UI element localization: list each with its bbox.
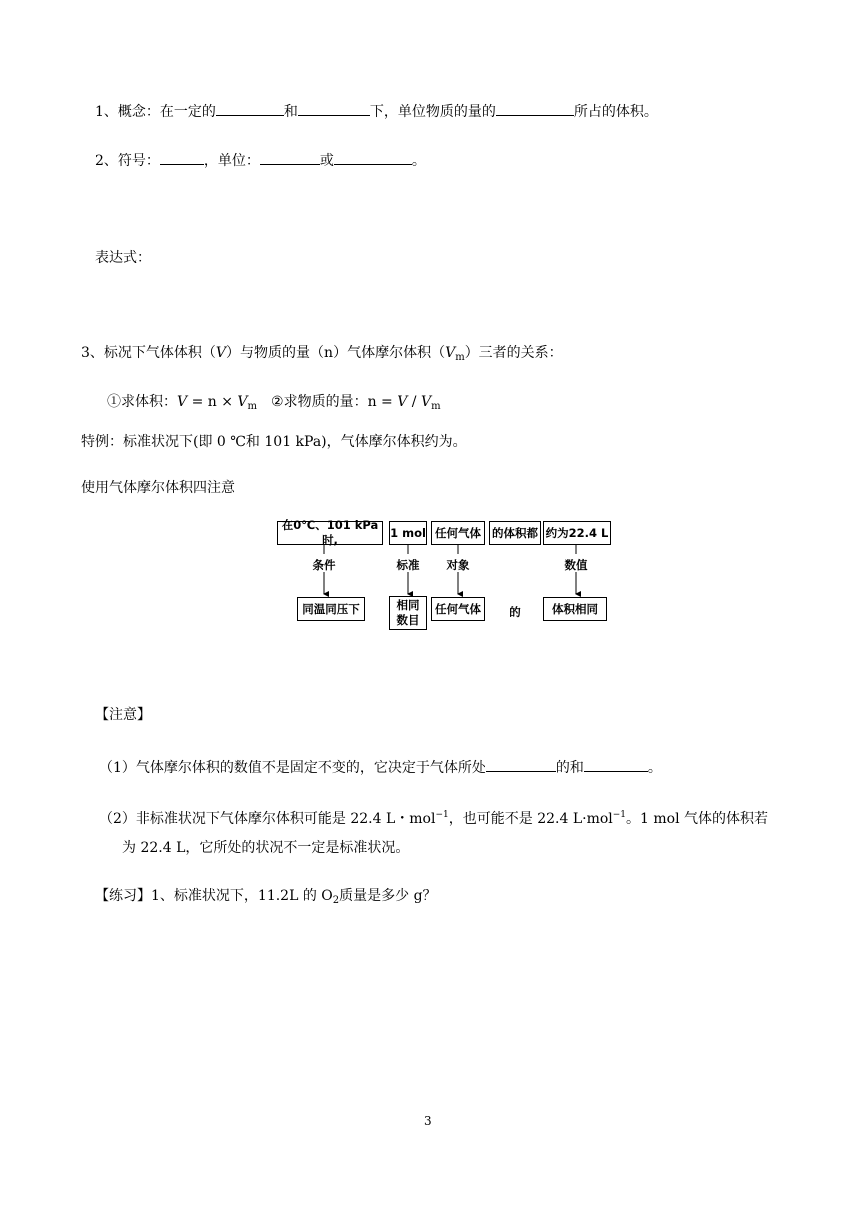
note2-text: 。1 mol 气体的体积若 xyxy=(626,811,769,827)
same-tp-box: 同温同压下 xyxy=(297,597,365,621)
symbol-prefix: 2、符号： xyxy=(95,153,160,169)
label-object: 对象 xyxy=(446,558,470,572)
note1-text: 。 xyxy=(647,760,662,776)
blank[interactable] xyxy=(496,101,574,116)
any-gas-box: 任何气体 xyxy=(431,597,485,621)
concept-prefix: 1、概念：在一定的 xyxy=(95,104,216,120)
formula-text: / xyxy=(407,394,421,410)
formula-text: ①求体积： xyxy=(107,394,177,410)
molar-volume-diagram xyxy=(275,518,615,630)
formula-sub: m xyxy=(431,401,441,412)
symbol-or: 或 xyxy=(319,153,334,169)
formula-text: = n × xyxy=(187,394,238,410)
exercise-1 xyxy=(95,886,437,911)
rel-text: ）与物质的量（n）气体摩尔体积（ xyxy=(226,345,446,361)
exercise-text: 【练习】1、标准状况下，11.2L 的 O xyxy=(95,888,333,904)
blank[interactable] xyxy=(298,101,370,116)
label-value: 数值 xyxy=(564,558,588,572)
concept-and: 和 xyxy=(283,104,298,120)
label-standard: 标准 xyxy=(396,558,420,572)
formula-line xyxy=(107,392,441,417)
blank[interactable] xyxy=(486,757,556,772)
rel-sub: m xyxy=(455,352,465,363)
blank[interactable] xyxy=(584,757,648,772)
expression-label: 表达式： xyxy=(95,250,151,266)
symbol-end: 。 xyxy=(411,153,426,169)
concept-line xyxy=(95,101,658,122)
formula-text: ②求物质的量：n = xyxy=(271,394,398,410)
note2-text: （2）非标准状况下气体摩尔体积可能是 22.4 L・mol xyxy=(99,811,436,827)
note-header: 【注意】 xyxy=(95,707,151,723)
note2-sup: −1 xyxy=(435,810,449,820)
object-box: 任何气体 xyxy=(431,521,485,545)
note1-text: （1）气体摩尔体积的数值不是固定不变的，它决定于气体所处 xyxy=(99,760,486,776)
label-condition: 条件 xyxy=(312,558,336,572)
formula-sub: m xyxy=(247,401,258,412)
symbol-line xyxy=(95,150,426,171)
note-2-continued: 为 22.4 L，它所处的状况不一定是标准状况。 xyxy=(122,840,410,856)
blank[interactable] xyxy=(334,150,412,165)
note-2 xyxy=(99,805,768,829)
notice-title: 使用气体摩尔体积四注意 xyxy=(81,480,235,496)
page-number: 3 xyxy=(424,1114,432,1128)
rel-v: V xyxy=(215,345,227,361)
special-case: 特例：标准状况下(即 0 ℃和 101 kPa)，气体摩尔体积约为。 xyxy=(81,434,467,450)
exercise-sub: 2 xyxy=(332,895,340,906)
blank[interactable] xyxy=(260,150,320,165)
concept-suffix: 所占的体积。 xyxy=(573,104,658,120)
value-box: 约为22.4 L xyxy=(543,521,611,545)
formula-v: V xyxy=(177,394,188,410)
note2-sup: −1 xyxy=(612,810,627,820)
note-1 xyxy=(99,757,662,778)
formula-v: V xyxy=(420,394,432,410)
note1-text: 的和 xyxy=(555,760,584,776)
exercise-text: 质量是多少 g？ xyxy=(339,888,437,904)
rel-text: 3、标况下气体体积（ xyxy=(81,345,216,361)
blank[interactable] xyxy=(216,101,284,116)
relationship-line xyxy=(81,343,563,368)
formula-v: V xyxy=(397,394,408,410)
concept-mid: 下，单位物质的量的 xyxy=(369,104,496,120)
volume-box: 的体积都 xyxy=(489,521,541,545)
same-number-box: 相同 数目 xyxy=(389,596,427,630)
condition-box: 在0℃、101 kPa时, xyxy=(277,521,383,545)
rel-text: ）三者的关系： xyxy=(464,345,563,361)
blank[interactable] xyxy=(160,150,204,165)
symbol-unit: ，单位： xyxy=(203,153,260,169)
amount-box: 1 mol xyxy=(389,521,427,545)
note2-text: ，也可能不是 22.4 L·mol xyxy=(448,811,613,827)
rel-v: V xyxy=(445,345,456,361)
same-volume-box: 体积相同 xyxy=(543,597,607,621)
connector-de: 的 xyxy=(509,605,521,619)
formula-v: V xyxy=(237,394,248,410)
